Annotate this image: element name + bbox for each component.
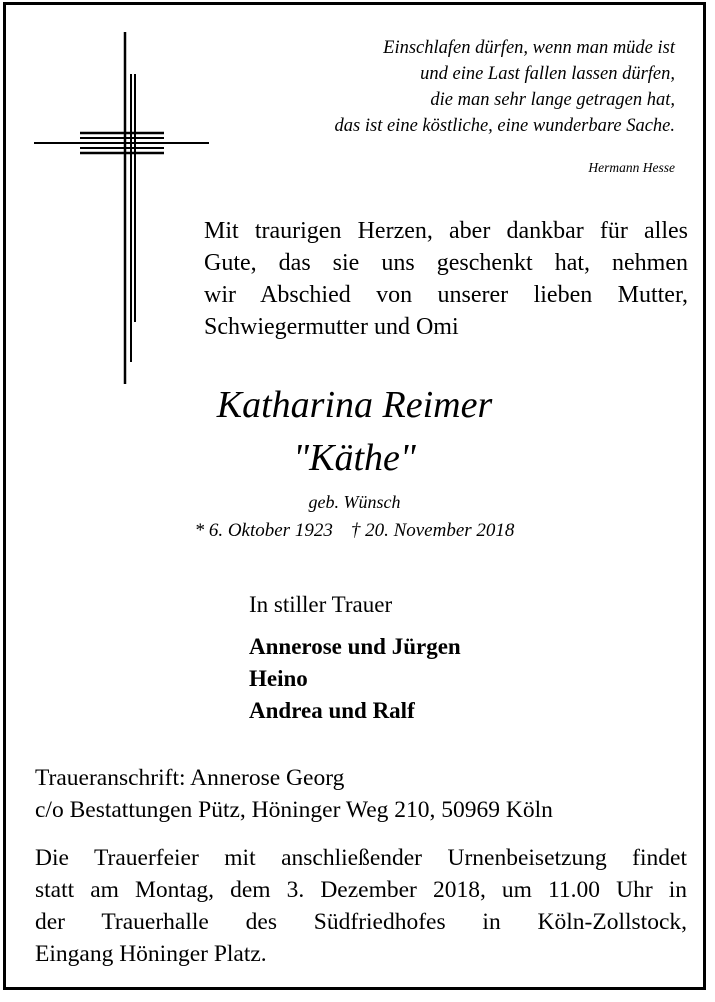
- obituary-notice: [3, 2, 706, 990]
- life-dates: [6, 520, 703, 542]
- birth-date: * 6. Oktober 1923: [194, 520, 333, 541]
- mourning-address: Traueranschrift: Annerose Georg: [35, 765, 345, 791]
- intro-line: Schwiegermutter und Omi: [204, 314, 459, 340]
- cross-icon: [34, 32, 209, 387]
- intro-line: Gute, das sie uns geschenkt hat, nehmen: [204, 250, 688, 276]
- deceased-nickname: "Käthe": [293, 437, 416, 479]
- ceremony-info: Eingang Höninger Platz.: [35, 941, 267, 967]
- ceremony-info: der Trauerhalle des Südfriedhofes in Köln-Zollstock,: [35, 909, 687, 935]
- ceremony-info: Die Trauerfeier mit anschließender Urnenbeisetzung findet: [35, 845, 687, 871]
- quote-author: Hermann Hesse: [588, 160, 675, 175]
- birth-name: geb. Wünsch: [308, 492, 401, 512]
- deceased-name: Katharina Reimer: [216, 384, 493, 426]
- death-date: † 20. November 2018: [350, 520, 515, 541]
- intro-line: wir Abschied von unserer lieben Mutter,: [204, 282, 688, 308]
- mourner-name: Andrea und Ralf: [249, 698, 415, 723]
- mourner-name: Heino: [249, 666, 308, 691]
- quote-line: und eine Last fallen lassen dürfen,: [420, 64, 675, 84]
- mourner-name: Annerose und Jürgen: [249, 634, 461, 659]
- quote-line: die man sehr lange getragen hat,: [430, 90, 675, 110]
- intro-line: Mit traurigen Herzen, aber dankbar für alles: [204, 218, 688, 244]
- ceremony-info: statt am Montag, dem 3. Dezember 2018, um 11.00 Uhr in: [35, 877, 687, 903]
- hesse-quote: [335, 35, 675, 139]
- mourning-address: c/o Bestattungen Pütz, Höninger Weg 210, 50969 Köln: [35, 797, 553, 823]
- quote-line: das ist eine köstliche, eine wunderbare Sache.: [334, 116, 675, 136]
- quote-line: Einschlafen dürfen, wenn man müde ist: [383, 38, 675, 58]
- mourning-heading: In stiller Trauer: [249, 592, 393, 617]
